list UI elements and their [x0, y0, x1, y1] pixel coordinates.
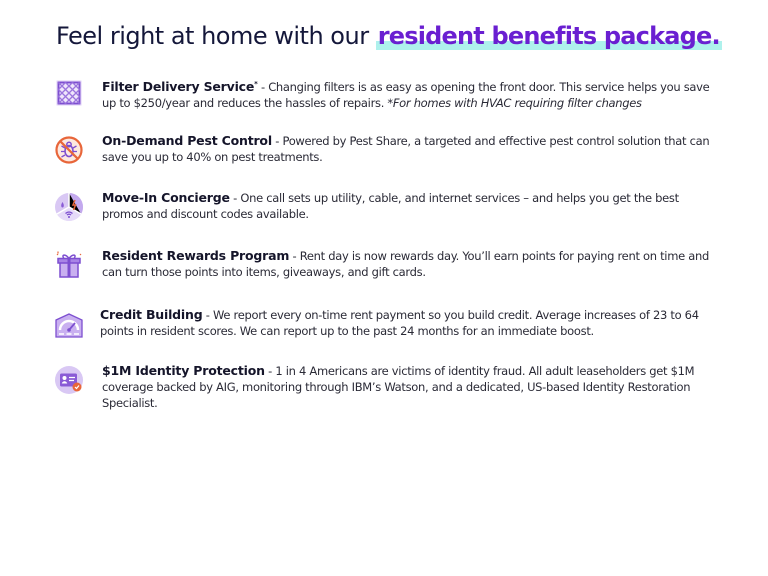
benefit-separator: -: [257, 80, 269, 95]
benefit-description: 1 in 4 Americans are victims of identity fraud. All adult leaseholders get $1M coverage backed by AIG, monitoring through IBM’s Watson, and a dedicated, US-based Identity Restoration Specialist.: [102, 364, 695, 410]
air-filter-icon: [54, 78, 84, 108]
benefit-separator: -: [229, 191, 241, 205]
benefit-title: On-Demand Pest Control: [102, 133, 272, 148]
benefit-footnote: *For homes with HVAC requiring filter changes: [387, 96, 642, 111]
benefit-title: Move-In Concierge: [102, 190, 230, 205]
benefit-title: $1M Identity Protection: [102, 363, 265, 378]
benefit-title: Resident Rewards Program: [102, 248, 290, 263]
benefit-description: Changing filters is as easy as opening the front door. This service helps you save up to $250/year and reduces the hassles of repairs.: [102, 80, 710, 111]
benefit-description: Powered by Pest Share, a targeted and effective pest control solution that can save you up to 40% on pest treatments.: [102, 134, 710, 164]
benefit-title: Filter Delivery Service*: [102, 79, 258, 95]
no-bugs-icon: [54, 135, 84, 165]
benefit-separator: -: [289, 249, 300, 263]
benefit-separator: -: [271, 134, 283, 148]
credit-gauge-icon: [54, 311, 84, 341]
benefit-pest-control: [54, 133, 734, 177]
benefit-text: [100, 307, 720, 339]
benefit-separator: -: [264, 364, 276, 378]
benefit-title: Credit Building: [100, 307, 203, 322]
benefit-description: We report every on-time rent payment so you build credit. Average increases of 23 to 64 points in resident scores. We can report up to the past 24 months for an immediate boost.: [100, 308, 699, 338]
benefit-text: [102, 248, 722, 280]
benefit-description: One call sets up utility, cable, and internet services – and helps you get the best promos and discount codes available.: [102, 191, 679, 221]
benefit-identity-protection: [54, 363, 734, 410]
benefit-filter-delivery: [54, 76, 734, 120]
benefit-description: Rent day is now rewards day. You’ll earn points for paying rent on time and can turn those points into items, giveaways, and gift cards.: [102, 249, 709, 279]
gift-icon: [54, 250, 84, 280]
benefit-text: [102, 190, 722, 222]
benefit-separator: -: [202, 308, 214, 322]
utilities-icon: [54, 192, 84, 222]
headline-accent: resident benefits package.: [377, 22, 720, 50]
title-footnote-mark: *: [254, 80, 258, 88]
benefit-move-in-concierge: [54, 190, 734, 234]
benefit-text: [102, 76, 722, 111]
benefit-credit-building: [54, 307, 734, 351]
benefit-text: [102, 363, 722, 411]
headline-prefix: Feel right at home with our: [56, 22, 376, 50]
page-headline: [56, 22, 722, 50]
benefit-resident-rewards: [54, 248, 734, 292]
id-card-shield-icon: [54, 365, 84, 395]
benefit-text: [102, 133, 722, 165]
